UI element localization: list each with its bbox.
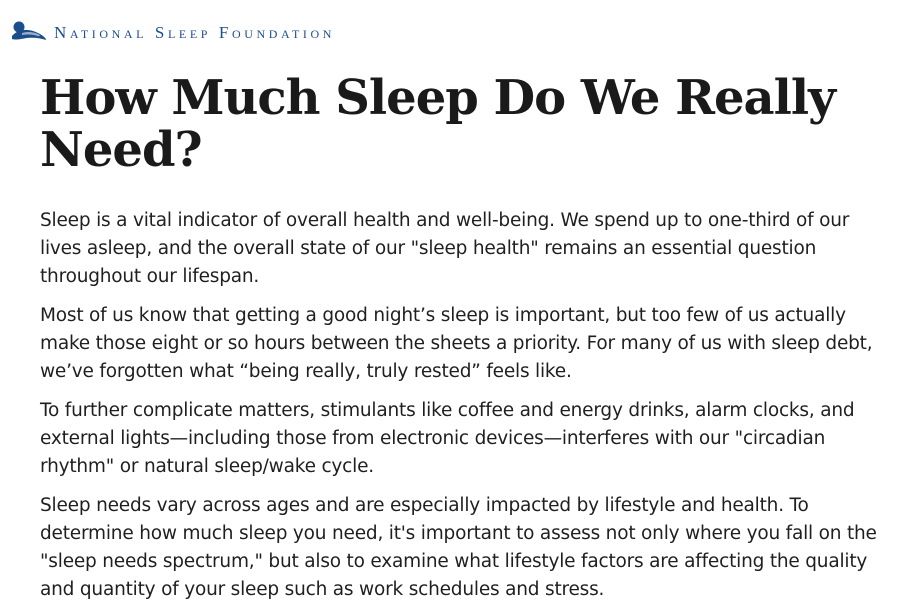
site-header-logo-link[interactable] [10, 18, 335, 46]
article-paragraph-4: Sleep needs vary across ages and are especially impacted by lifestyle and health. To determine how much sleep you need, it's important to assess not only where you fall on the "sleep needs spectrum," but also to examine what lifestyle factors are affecting the quality and quantity of your sleep such as work schedules and stress. [40, 495, 877, 600]
brand-name: National Sleep Foundation [54, 22, 335, 42]
article-paragraph-1: Sleep is a vital indicator of overall health and well-being. We spend up to one-third of our lives asleep, and the overall state of our "sleep health" remains an essential question throughout our lifespan. [40, 210, 850, 287]
article-paragraph-2: Most of us know that getting a good night’s sleep is important, but too few of us actually make those eight or so hours between the sheets a priority. For many of us with sleep debt, we’ve forgotten what “being really, truly rested” feels like. [40, 305, 873, 382]
sleeping-figure-icon [10, 19, 48, 45]
page-title: How Much Sleep Do We Really Need? [40, 70, 835, 178]
article-paragraph-3: To further complicate matters, stimulants like coffee and energy drinks, alarm clocks, and external lights—including those from electronic devices—interferes with our "circadian rhythm" or natural sleep/wake cycle. [40, 400, 855, 477]
